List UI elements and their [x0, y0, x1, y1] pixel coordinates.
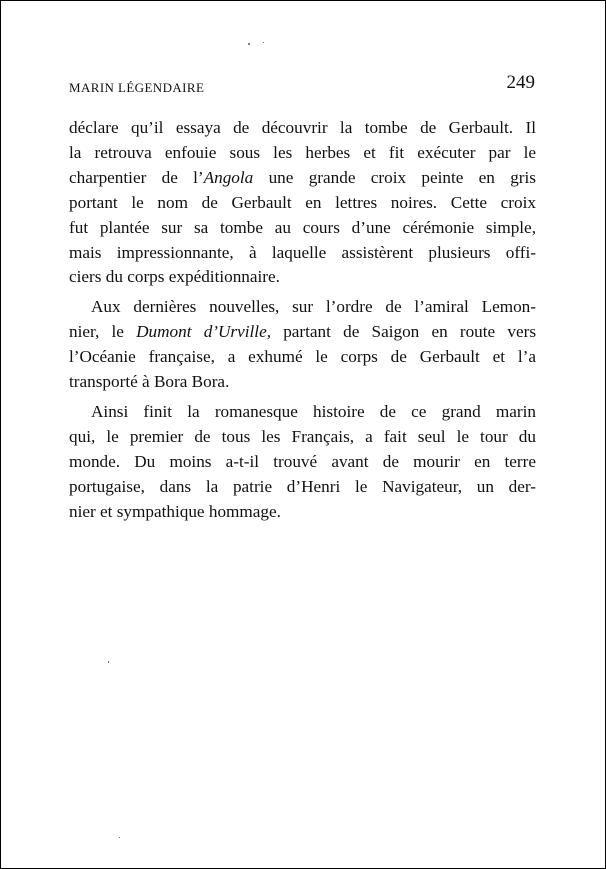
- scan-speck: [119, 837, 120, 838]
- text-line: portant le nom de Gerbault en lettres noires. Cette croix: [69, 192, 536, 212]
- running-head: [69, 72, 535, 98]
- text-line: la retrouva enfouie sous les herbes et fit exécuter par le: [69, 142, 536, 162]
- text-line: Ainsi finit la romanesque histoire de ce grand marin: [91, 401, 536, 421]
- paragraph: [69, 116, 536, 290]
- text-line: charpentier de l’Angola une grande croix peinte en gris: [69, 167, 536, 187]
- text-line: déclare qu’il essaya de découvrir la tombe de Gerbault. Il: [69, 118, 536, 137]
- text-line: nier, le Dumont d’Urville, partant de Saigon en route vers: [69, 322, 537, 342]
- ship-name: Dumont d’Urville,: [136, 322, 271, 342]
- body-text: [69, 116, 536, 525]
- text-line: ciers du corps expéditionnaire.: [69, 267, 280, 287]
- text-line: monde. Du moins a-t-il trouvé avant de mourir en terre: [69, 451, 536, 471]
- text-line: nier et sympathique hommage.: [69, 501, 281, 521]
- ship-name: Angola: [203, 167, 254, 187]
- paragraph: [69, 400, 536, 525]
- text-line: qui, le premier de tous les Français, a fait seul le tour du: [69, 426, 536, 446]
- page-number: 249: [506, 72, 535, 93]
- text-line: transporté à Bora Bora.: [69, 372, 230, 392]
- scan-speck: [263, 42, 264, 43]
- text-line: l’Océanie française, a exhumé le corps de Gerbault et l’a: [69, 347, 536, 367]
- scan-speck: [108, 661, 109, 663]
- text-line: fut plantée sur sa tombe au cours d’une cérémonie simple,: [69, 217, 536, 237]
- text-line: Aux dernières nouvelles, sur l’ordre de l’amiral Lemon-: [91, 297, 536, 317]
- scan-speck: [248, 43, 250, 45]
- text-line: portugaise, dans la patrie d’Henri le Navigateur, un der-: [69, 476, 536, 496]
- text-line: mais impressionnante, à laquelle assistèrent plusieurs offi-: [69, 242, 536, 262]
- paragraph: [69, 295, 536, 395]
- running-title: MARIN LÉGENDAIRE: [69, 80, 205, 95]
